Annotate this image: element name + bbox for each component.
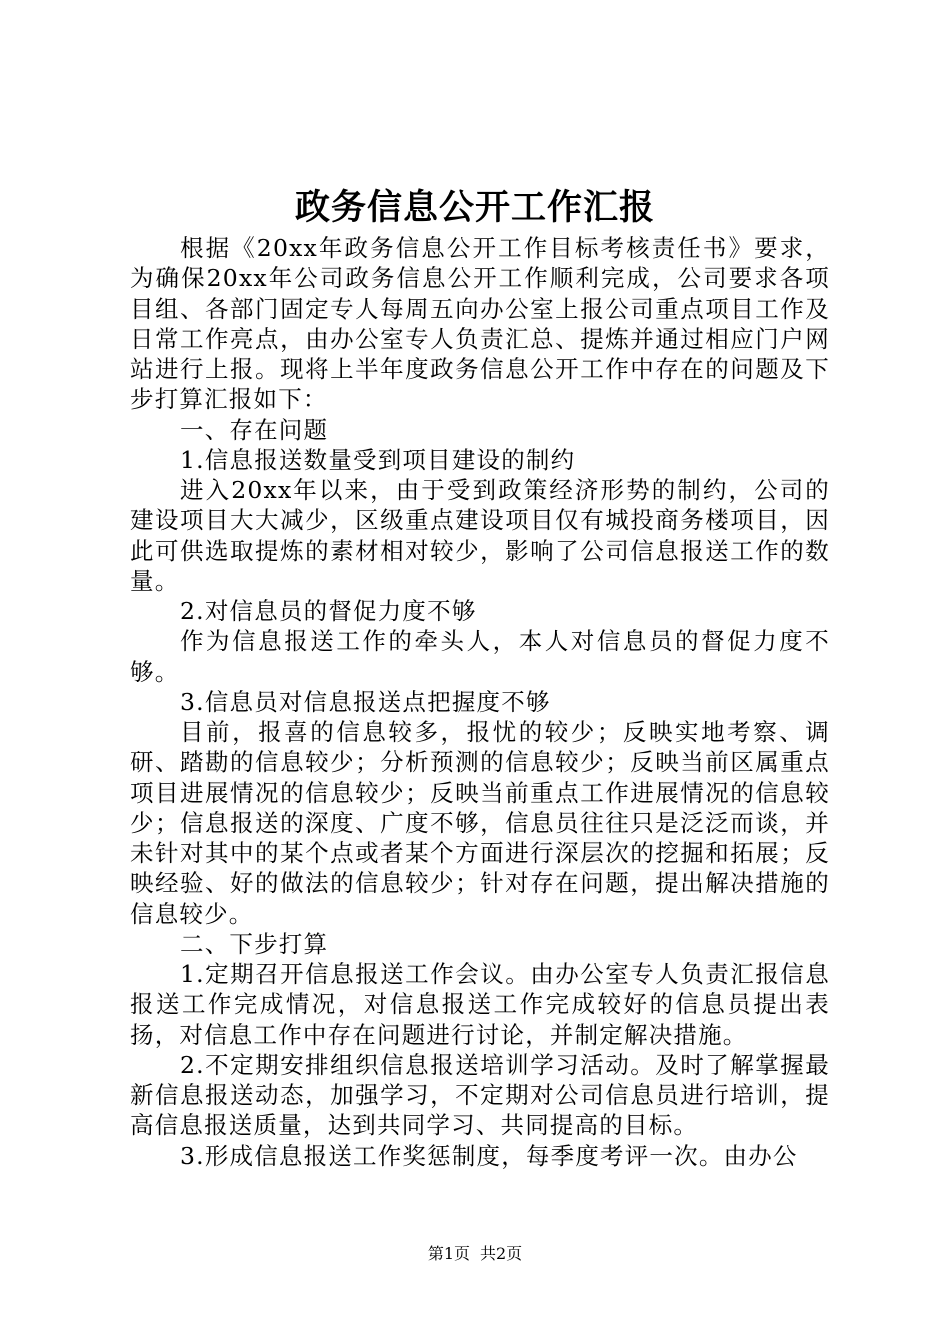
page-total: 共2页 <box>480 1244 523 1263</box>
subheading-problem-3: 3.信息员对信息报送点把握度不够 <box>180 687 551 716</box>
section-heading-plans: 二、下步打算 <box>180 929 329 958</box>
paragraph-plan-3: 3.形成信息报送工作奖惩制度，每季度考评一次。由办公 <box>180 1141 798 1170</box>
paragraph-plan-2: 2.不定期安排组织信息报送培训学习活动。及时了解掌握最新信息报送动态，加强学习，不定期对公司信息员进行培训，提高信息报送质量，达到共同学习、共同提高的目标。 <box>130 1050 830 1140</box>
page-footer <box>0 1242 950 1266</box>
section-heading-problems: 一、存在问题 <box>180 415 329 444</box>
page-number: 第1页 <box>427 1244 470 1263</box>
paragraph-problem-1: 进入20xx年以来，由于受到政策经济形势的制约，公司的建设项目大大减少，区级重点建设项目仅有城投商务楼项目，因此可供选取提炼的素材相对较少，影响了公司信息报送工作的数量。 <box>130 476 830 595</box>
document-body <box>130 233 830 1171</box>
document-title: 政务信息公开工作汇报 <box>294 187 655 228</box>
subheading-problem-1: 1.信息报送数量受到项目建设的制约 <box>180 445 576 474</box>
paragraph-plan-1: 1.定期召开信息报送工作会议。由办公室专人负责汇报信息报送工作完成情况，对信息报送工作完成较好的信息员提出表扬，对信息工作中存在问题进行讨论，并制定解决措施。 <box>130 960 830 1049</box>
paragraph-intro: 根据《20xx年政务信息公开工作目标考核责任书》要求，为确保20xx年公司政务信息公开工作顺利完成，公司要求各项目组、各部门固定专人每周五向办公室上报公司重点项目工作及日常工作亮点，由办公室专人负责汇总、提炼并通过相应门户网站进行上报。现将上半年度政务信息公开工作中存在的问题及下步打算汇报如下： <box>130 234 830 414</box>
paragraph-problem-2: 作为信息报送工作的牵头人，本人对信息员的督促力度不够。 <box>130 627 830 686</box>
paragraph-problem-3: 目前，报喜的信息较多，报忧的较少；反映实地考察、调研、踏勘的信息较少；分析预测的信息较少；反映当前区属重点项目进展情况的信息较少；反映当前重点工作进展情况的信息较少；信息报送的深度、广度不够，信息员往往只是泛泛而谈，并未针对其中的某个点或者某个方面进行深层次的挖掘和拓展；反映经验、好的做法的信息较少；针对存在问题，提出解决措施的信息较少。 <box>130 718 830 928</box>
subheading-problem-2: 2.对信息员的督促力度不够 <box>180 597 477 625</box>
